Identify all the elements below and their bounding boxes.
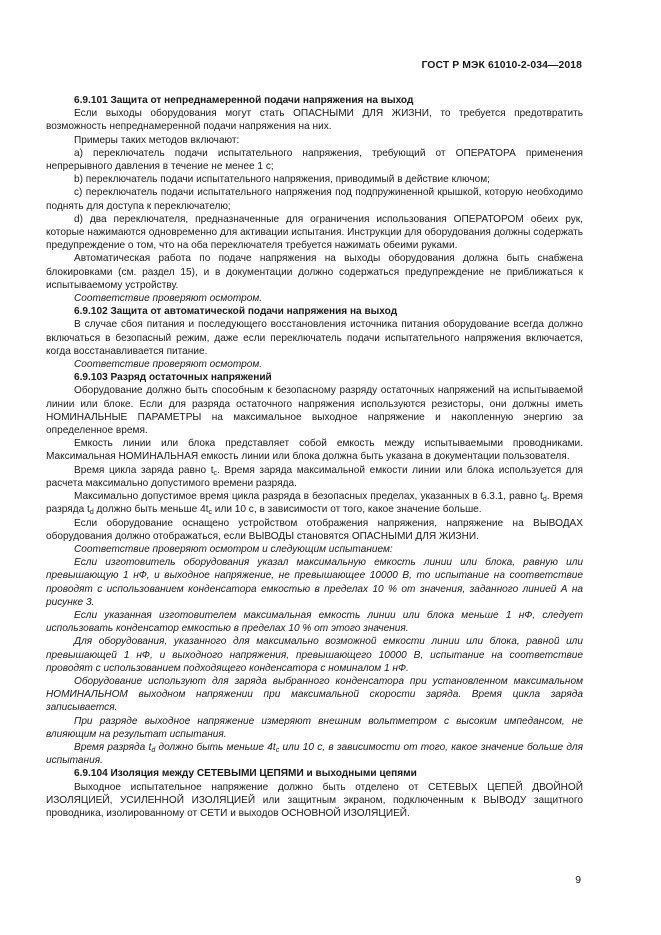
document-body	[46, 94, 583, 820]
compliance-text: Если указанная изготовителем максимальная емкость линии или блока меньше 1 нФ, следует использовать конденсатор емкостью в пределах 10 % от этого значения.	[46, 609, 583, 635]
section-heading: 6.9.103 Разряд остаточных напряжений	[74, 372, 272, 384]
body-paragraph: Емкость линии или блока представляет собой емкость между испытываемыми проводниками. Максимальная НОМИНАЛЬНАЯ емкость линии или блока должна быть указана в документации пользователя.	[46, 438, 583, 463]
body-paragraph: Автоматическая работа по подаче напряжения на выходы оборудования должна быть снабжена блокировками (см. раздел 15), и в документации должно содержаться предупреждение не приближаться к испытываемому устройству.	[46, 253, 583, 291]
body-paragraph: Оборудование должно быть способным к безопасному разряду остаточных напряжений на испытываемой линии или блоке. Если для разряда остаточного напряжения используются резисторы, они должны иметь НОМИНАЛЬНЫЕ ПАРАМЕТРЫ на максимальное выходное напряжение и накопленную энергию за определенное время.	[46, 385, 583, 437]
body-paragraph: c) переключатель подачи испытательного напряжения под подпружиненной крышкой, которую необходимо поднять для доступа к переключателю;	[46, 187, 583, 212]
section-heading: 6.9.102 Защита от автоматической подачи напряжения на выход	[74, 306, 398, 318]
body-paragraph: Выходное испытательное напряжение должно быть отделено от СЕТЕВЫХ ЦЕПЕЙ ДВОЙНОЙ ИЗОЛЯЦИЕЙ, УСИЛЕННОЙ ИЗОЛЯЦИЕЙ или защитным экраном, подключенным к ВЫВОДУ защитного проводника, изолированному от СЕТИ и выходов ОСНОВНОЙ ИЗОЛЯЦИЕЙ.	[46, 781, 583, 819]
compliance-text: Соответствие проверяют осмотром.	[74, 359, 263, 371]
page-number: 9	[575, 875, 581, 886]
document-header: ГОСТ Р МЭК 61010-2-034—2018	[421, 60, 582, 71]
body-paragraph: a) переключатель подачи испытательного напряжения, требующий от ОПЕРАТОРА применения непрерывного давления в течение не менее 1 с;	[46, 147, 583, 173]
compliance-text: При разряде выходное напряжение измеряют внешним вольтметром с высоким импедансом, не влияющим на результат испытания.	[46, 715, 583, 740]
compliance-text: Если изготовитель оборудования указал максимальную емкость линии или блока, равную или превышающую 1 нФ, и выходное напряжение, не превышающее 10000 В, то испытание на соответствие проводят с использованием конденсатора емкостью в пределах 10 % от значения, заданного линией А на рисунке 3.	[46, 557, 583, 608]
section-heading: 6.9.104 Изоляция между СЕТЕВЫМИ ЦЕПЯМИ и выходными цепями	[74, 768, 417, 780]
compliance-text: Оборудование используют для заряда выбранного конденсатора при установленном максимальном НОМИНАЛЬНОМ выходном напряжении при максимальной скорости заряда. Время цикла заряда записывается.	[46, 675, 583, 714]
compliance-text: Для оборудования, указанного для максимально возможной емкости линии или блока, равной или превышающей 1 нФ, и выходного напряжения, превышающего 10000 В, испытание на соответствие проводят с использованием подходящего конденсатора с номиналом 1 нФ.	[46, 636, 583, 674]
body-paragraph: Если оборудование оснащено устройством отображения напряжения, напряжение на ВЫВОДАХ оборудования должно отображаться, если ВЫВОДЫ становятся ОПАСНЫМИ ДЛЯ ЖИЗНИ.	[46, 517, 583, 542]
body-paragraph: Примеры таких методов включают:	[74, 134, 240, 146]
compliance-text: Соответствие проверяют осмотром.	[74, 293, 263, 305]
compliance-text: Время разряда $t_d$ должно быть меньше $4t_c$ или 10 с, в зависимости от того, какое значение больше для испытания.	[46, 741, 583, 767]
section-heading: 6.9.101 Защита от непреднамеренной подачи напряжения на выход	[74, 95, 414, 106]
body-paragraph: Время цикла заряда равно $t_c$. Время заряда максимальной емкости линии или блока используется для расчета максимально допустимого времени разряда.	[46, 464, 584, 489]
body-paragraph: Максимально допустимое время цикла разряда в безопасных пределах, указанных в 6.3.1, равно $t_d$. Время разряда $t_d$ должно быть меньше $4t_c$ или 10 с, в зависимости от того, какое значение больше.	[46, 491, 583, 517]
body-paragraph: Если выходы оборудования могут стать ОПАСНЫМИ ДЛЯ ЖИЗНИ, то требуется предотвратить возможность непреднамеренной подачи напряжения на них.	[46, 108, 583, 133]
compliance-text: Соответствие проверяют осмотром и следующим испытанием:	[74, 543, 393, 555]
body-paragraph: b) переключатель подачи испытательного напряжения, приводимый в действие ключом;	[74, 174, 490, 186]
body-paragraph: В случае сбоя питания и последующего восстановления источника питания оборудование всегда должно включаться в безопасный режим, даже если переключатель подачи испытательного напряжения включается, когда восстанавливается питание.	[46, 319, 583, 357]
body-paragraph: d) два переключателя, предназначенные для ограничения использования ОПЕРАТОРОМ обеих рук, которые нажимаются одновременно для активации испытания. Инструкции для оборудования должны содержать предупреждение о том, что на оба переключателя требуется нажимать обеими руками.	[46, 213, 583, 252]
